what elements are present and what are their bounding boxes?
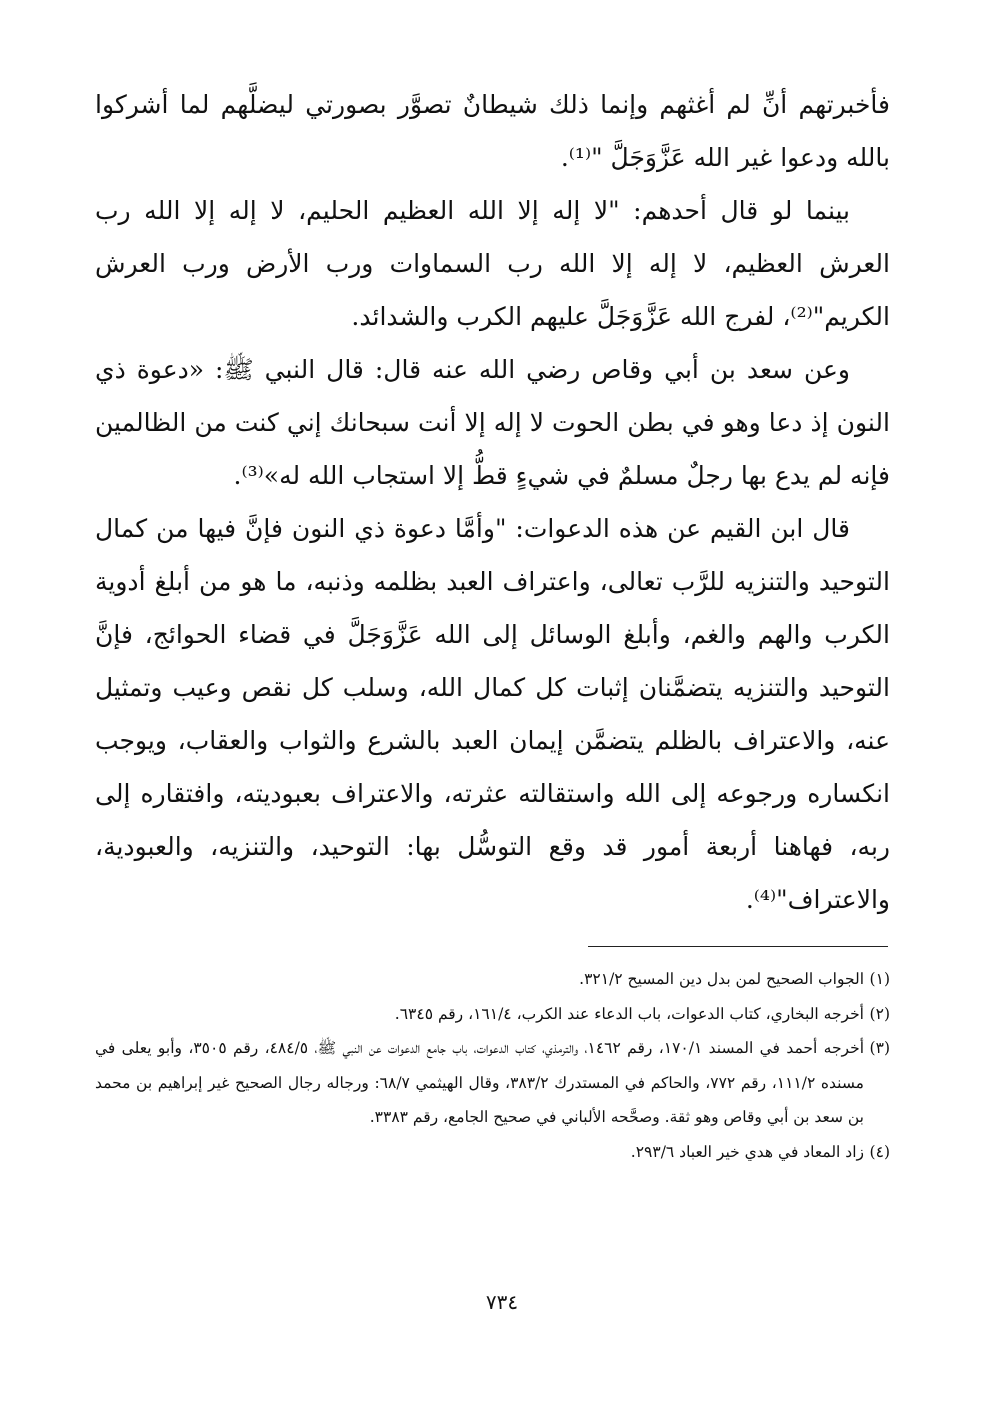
footnote	[95, 1031, 890, 1135]
footnote-text: أخرجه البخاري، كتاب الدعوات، باب الدعاء عند الكرب، ١٦١/٤، رقم ٦٣٤٥.	[394, 1004, 864, 1023]
main-content	[95, 78, 890, 926]
footnotes	[95, 962, 890, 1169]
paragraph: قال ابن القيم عن هذه الدعوات: "وأمَّا دعوة ذي النون فإنَّ فيها من كمال التوحيد والتنزيه للرَّب تعالى، واعتراف العبد بظلمه وذنبه، ما هو من أبلغ أدوية الكرب والهم والغم، وأبلغ الوسائل إلى الله عَزَّوَجَلَّ في قضاء الحوائج، فإنَّ التوحيد والتنزيه يتضمَّنان إثبات كل كمال الله، وسلب كل نقص وعيب وتمثيل عنه، والاعتراف بالظلم يتضمَّن إيمان العبد بالشرع والثواب والعقاب، ويوجب انكساره ورجوعه إلى الله واستقالته عثرته، والاعتراف بعبوديته، وافتقاره إلى ربه، فهاهنا أربعة أمور قد وقع التوسُّل بها: التوحيد، والتنزيه، والعبودية، والاعتراف"⁽⁴⁾.	[95, 514, 890, 914]
paragraph: وعن سعد بن أبي وقاص رضي الله عنه قال: قال النبي ﷺ: «دعوة ذي النون إذ دعا وهو في بطن الحوت لا إله إلا أنت سبحانك إني كنت من الظالمين فإنه لم يدع بها رجلٌ مسلمٌ في شيءٍ قطُّ إلا استجاب الله له»⁽³⁾.	[95, 355, 890, 490]
footnote	[95, 997, 890, 1032]
footnote	[95, 962, 890, 997]
footnote-number: (٤)	[869, 1142, 890, 1161]
paragraph: فأخبرتهم أنِّ لم أغثهم وإنما ذلك شيطانٌ تصوَّر بصورتي ليضلَّهم لما أشركوا بالله ودعوا غير الله عَزَّوَجَلَّ "⁽¹⁾.	[95, 90, 890, 172]
footnote	[95, 1135, 890, 1170]
body-text	[95, 78, 890, 926]
footnote-number: (٢)	[869, 1004, 890, 1023]
footnote-text: الجواب الصحيح لمن بدل دين المسيح ٣٢١/٢.	[579, 970, 864, 988]
footnote-divider	[588, 946, 888, 947]
page-number: ٧٣٤	[485, 1290, 519, 1314]
footnote-number: (١)	[869, 970, 890, 988]
footnote-text: زاد المعاد في هدي خير العباد ٢٩٣/٦.	[630, 1142, 864, 1161]
footnote-text: أخرجه أحمد في المسند ١٧٠/١، رقم ١٤٦٢، والترمذي، كتاب الدعوات، باب جامع الدعوات عن النبي ﷺ، ٤٨٤/٥، رقم ٣٥٠٥، وأبو يعلى في مسنده ١١١/٢، رقم ٧٧٢، والحاكم في المستدرك ٣٨٣/٢، وقال الهيثمي ٦٨/٧: ورجاله رجال الصحيح غير إبراهيم بن محمد بن سعد بن أبي وقاص وهو ثقة. وصحَّحه الألباني في صحيح الجامع، رقم ٣٣٨٣.	[95, 1039, 864, 1126]
paragraph: بينما لو قال أحدهم: "لا إله إلا الله العظيم الحليم، لا إله إلا الله رب العرش العظيم، لا إله إلا الله رب السماوات ورب الأرض ورب العرش الكريم"⁽²⁾، لفرج الله عَزَّوَجَلَّ عليهم الكرب والشدائد.	[95, 196, 890, 331]
footnote-number: (٣)	[869, 1039, 890, 1057]
